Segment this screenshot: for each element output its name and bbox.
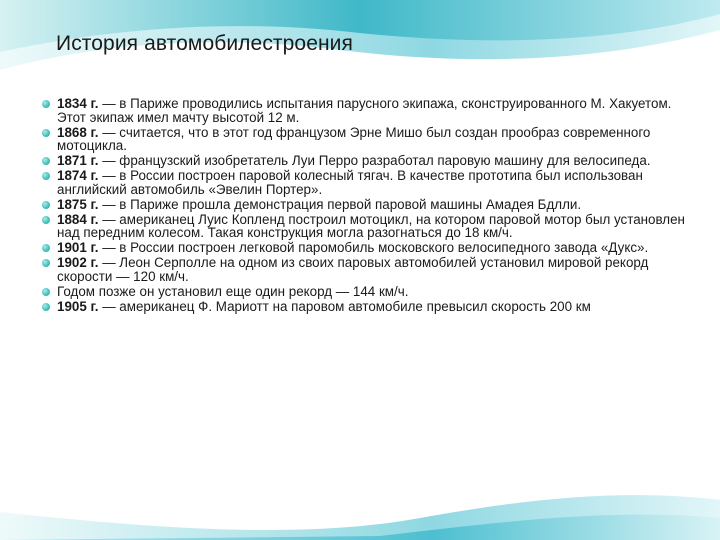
teal-circle-bullet-icon xyxy=(42,100,50,108)
item-year: 1905 г. xyxy=(57,298,99,314)
item-year: 1884 г. xyxy=(57,211,99,227)
list-item xyxy=(40,213,690,240)
item-text: — французский изобретатель Луи Перро разработал паровую машину для велосипеда. xyxy=(98,153,651,169)
list-item xyxy=(40,198,690,212)
item-text: Годом позже он установил еще один рекорд — 144 км/ч. xyxy=(57,283,409,299)
teal-circle-bullet-icon xyxy=(42,157,50,165)
list-item xyxy=(40,154,690,168)
teal-circle-bullet-icon xyxy=(42,201,50,209)
list-item xyxy=(40,241,690,255)
list-item xyxy=(40,300,690,314)
teal-circle-bullet-icon xyxy=(42,129,50,137)
item-text: — в Париже проводились испытания парусного экипажа, сконструированного М. Хакуетом. Этот экипаж имел мачту высотой 12 м. xyxy=(57,96,672,125)
list-item xyxy=(40,256,690,283)
item-text: — американец Ф. Мариотт на паровом автомобиле превысил скорость 200 км xyxy=(98,298,591,314)
item-year: 1874 г. xyxy=(57,168,99,184)
item-year: 1834 г. xyxy=(57,96,99,111)
slide-title: История автомобилестроения xyxy=(56,32,353,55)
list-item xyxy=(40,126,690,153)
list-item xyxy=(40,285,690,299)
item-year: 1875 г. xyxy=(57,196,99,212)
teal-circle-bullet-icon xyxy=(42,172,50,180)
item-text: — Леон Серполле на одном из своих паровых автомобилей установил мировой рекорд скорости — 120 км/ч. xyxy=(57,255,649,284)
item-year: 1902 г. xyxy=(57,255,99,271)
item-text: — в Париже прошла демонстрация первой паровой машины Амадея Бдлли. xyxy=(98,196,582,212)
item-text: — в России построен легковой паромобиль московского велосипедного завода «Дукс». xyxy=(98,240,649,256)
teal-circle-bullet-icon xyxy=(42,244,50,252)
item-text: — считается, что в этот год французом Эрне Мишо был создан прообраз современного мотоцикла. xyxy=(57,124,651,154)
timeline-list xyxy=(40,97,690,314)
item-text: — американец Луис Копленд построил мотоцикл, на котором паровой мотор был установлен над передним колесом. Такая конструкция могла разогнаться до 18 км/ч. xyxy=(57,211,685,241)
teal-circle-bullet-icon xyxy=(42,288,50,296)
item-year: 1868 г. xyxy=(57,124,99,140)
item-year: 1871 г. xyxy=(57,153,99,169)
item-text: — в России построен паровой колесный тягач. В качестве прототипа был использован английский автомобиль «Эвелин Портер». xyxy=(57,168,643,197)
item-year: 1901 г. xyxy=(57,240,99,256)
list-item xyxy=(40,169,690,196)
teal-circle-bullet-icon xyxy=(42,216,50,224)
teal-circle-bullet-icon xyxy=(42,303,50,311)
list-item xyxy=(40,97,690,124)
teal-circle-bullet-icon xyxy=(42,259,50,267)
